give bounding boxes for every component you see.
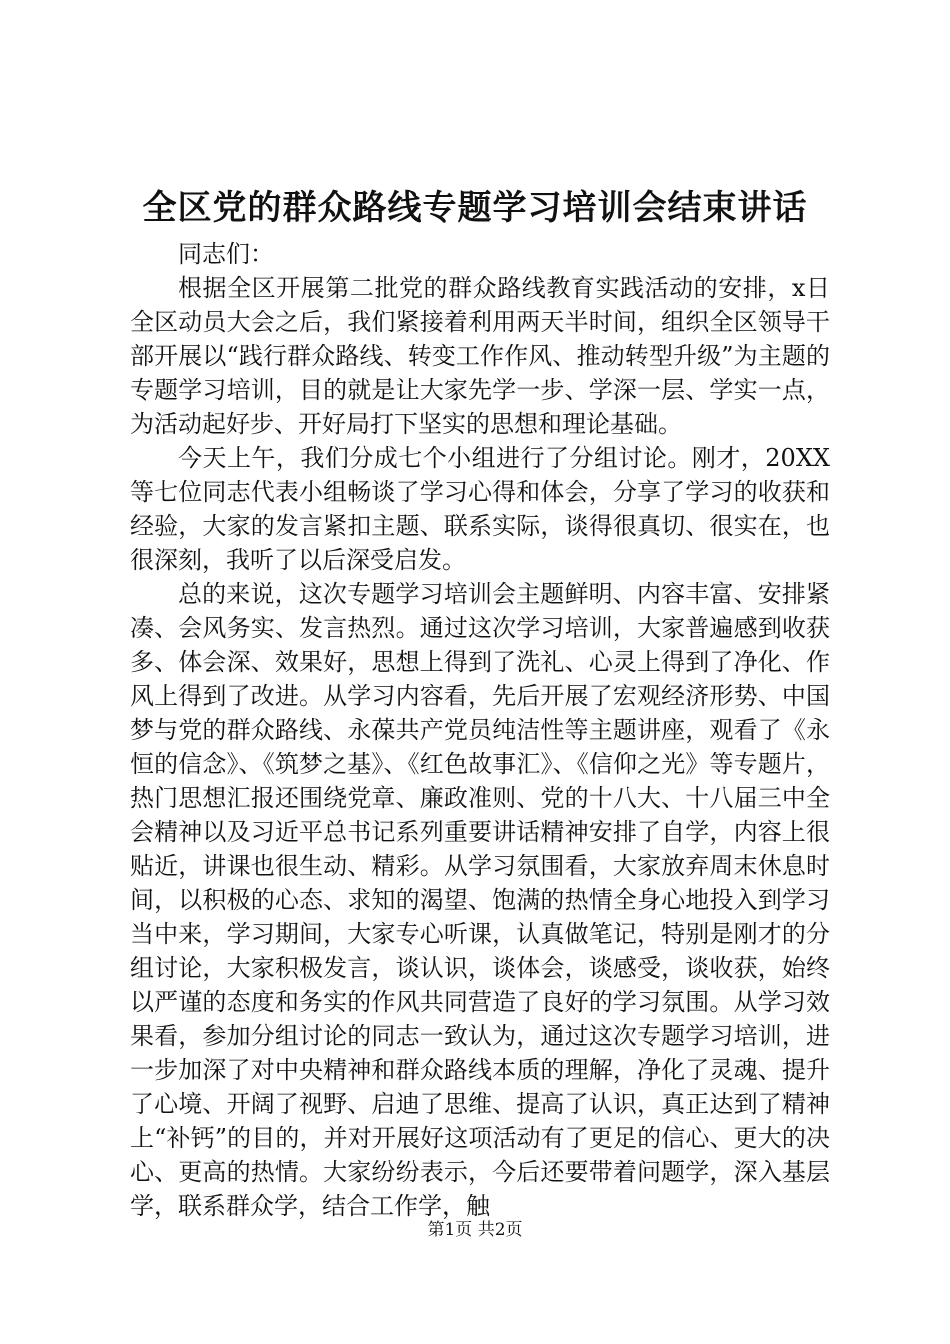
page-number-footer: 第1页 共2页 bbox=[427, 1220, 523, 1240]
salutation: 同志们： bbox=[178, 240, 274, 268]
paragraph: 总的来说，这次专题学习培训会主题鲜明、内容丰富、安排紧凑、会风务实、发言热烈。通过这次学习培训，大家普遍感到收获多、体会深、效果好，思想上得到了洗礼、心灵上得到了净化、作风上得到了改进。从学习内容看，先后开展了宏观经济形势、中国梦与党的群众路线、永葆共产党员纯洁性等主题讲座，观看了《永恒的信念》、《筑梦之基》、《红色故事汇》、《信仰之光》等专题片，热门思想汇报还围绕党章、廉政准则、党的十八大、十八届三中全会精神以及习近平总书记系列重要讲话精神安排了自学，内容上很贴近，讲课也很生动、精彩。从学习氛围看，大家放弃周末休息时间，以积极的心态、求知的渴望、饱满的热情全身心地投入到学习当中来，学习期间，大家专心听课，认真做笔记，特别是刚才的分组讨论，大家积极发言，谈认识，谈体会，谈感受，谈收获，始终以严谨的态度和务实的作风共同营造了良好的学习氛围。从学习效果看，参加分组讨论的同志一致认为，通过这次专题学习培训，进一步加深了对中央精神和群众路线本质的理解，净化了灵魂、提升了心境、开阔了视野、启迪了思维、提高了认识，真正达到了精神上“补钙”的目的，并对开展好这项活动有了更足的信心、更大的决心、更高的热情。大家纷纷表示，今后还要带着问题学，深入基层学，联系群众学，结合工作学，触 bbox=[130, 580, 830, 1220]
paragraph: 根据全区开展第二批党的群众路线教育实践活动的安排，x日全区动员大会之后，我们紧接着利用两天半时间，组织全区领导干部开展以“践行群众路线、转变工作作风、推动转型升级”为主题的专题学习培训，目的就是让大家先学一步、学深一层、学实一点，为活动起好步、开好局打下坚实的思想和理论基础。 bbox=[130, 274, 830, 438]
document-body bbox=[130, 237, 830, 1223]
paragraph: 今天上午，我们分成七个小组进行了分组讨论。刚才，20XX等七位同志代表小组畅谈了学习心得和体会，分享了学习的收获和经验，大家的发言紧扣主题、联系实际，谈得很真切、很实在，也很深刻，我听了以后深受启发。 bbox=[130, 444, 830, 574]
page-title: 全区党的群众路线专题学习培训会结束讲话 bbox=[142, 188, 808, 228]
